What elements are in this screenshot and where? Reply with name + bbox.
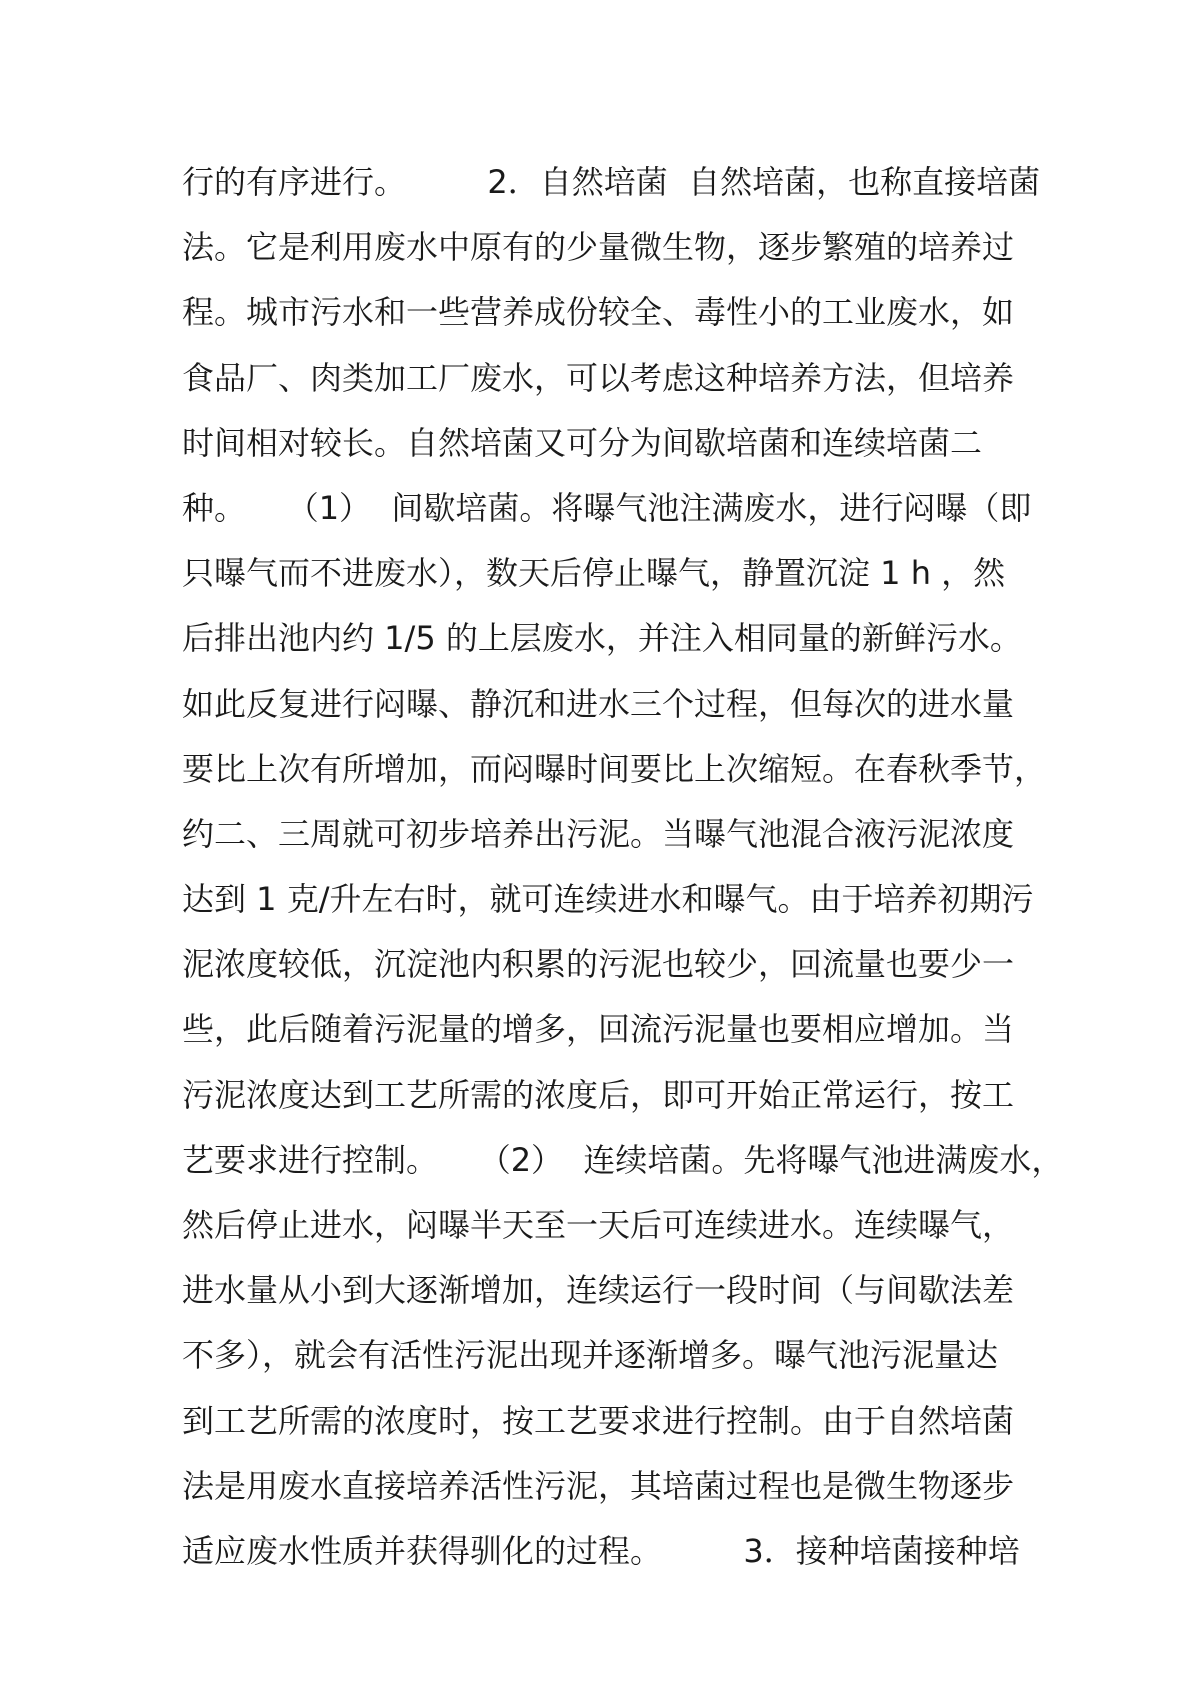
text-line: 艺要求进行控制。 （2） 连续培菌。先将曝气池进满废水， bbox=[182, 1140, 1064, 1179]
text-line: 约二、三周就可初步培养出污泥。当曝气池混合液污泥浓度 bbox=[182, 814, 1015, 853]
text-line: 种。 （1） 间歇培菌。将曝气池注满废水，进行闷曝（即 bbox=[182, 488, 1032, 527]
text-line: 行的有序进行。 2．自然培菌 自然培菌，也称直接培菌 bbox=[182, 163, 1041, 201]
text-line: 食品厂、肉类加工厂废水，可以考虑这种培养方法，但培养 bbox=[182, 358, 1015, 397]
text-line: 法是用废水直接培养活性污泥，其培菌过程也是微生物逐步 bbox=[182, 1466, 1015, 1505]
text-line: 程。城市污水和一些营养成份较全、毒性小的工业废水，如 bbox=[182, 293, 1015, 332]
text-line: 如此反复进行闷曝、静沉和进水三个过程，但每次的进水量 bbox=[182, 684, 1015, 723]
text-line: 污泥浓度达到工艺所需的浓度后，即可开始正常运行，按工 bbox=[182, 1075, 1015, 1114]
text-line: 达到 1 克/升左右时，就可连续进水和曝气。由于培养初期污 bbox=[182, 880, 1034, 919]
text-line: 要比上次有所增加，而闷曝时间要比上次缩短。在春秋季节， bbox=[182, 749, 1047, 788]
text-line: 后排出池内约 1/5 的上层废水，并注入相同量的新鲜污水。 bbox=[182, 619, 1022, 658]
text-line: 只曝气而不进废水），数天后停止曝气，静置沉淀 1 h ，然 bbox=[182, 554, 1006, 593]
text-line: 法。它是利用废水中原有的少量微生物，逐步繁殖的培养过 bbox=[182, 228, 1015, 267]
text-line: 进水量从小到大逐渐增加，连续运行一段时间（与间歇法差 bbox=[182, 1271, 1015, 1310]
text-line: 然后停止进水，闷曝半天至一天后可连续进水。连续曝气， bbox=[182, 1206, 1015, 1244]
text-line: 到工艺所需的浓度时，按工艺要求进行控制。由于自然培菌 bbox=[182, 1401, 1015, 1440]
text-line: 适应废水性质并获得驯化的过程。 3．接种培菌接种培 bbox=[182, 1531, 1020, 1570]
text-line: 些，此后随着污泥量的增多，回流污泥量也要相应增加。当 bbox=[182, 1010, 1015, 1049]
text-line: 泥浓度较低，沉淀池内积累的污泥也较少，回流量也要少一 bbox=[182, 945, 1015, 984]
body-text bbox=[182, 150, 1064, 1584]
text-line: 时间相对较长。自然培菌又可分为间歇培菌和连续培菌二 bbox=[182, 423, 983, 462]
text-line: 不多），就会有活性污泥出现并逐渐增多。曝气池污泥量达 bbox=[182, 1336, 999, 1375]
